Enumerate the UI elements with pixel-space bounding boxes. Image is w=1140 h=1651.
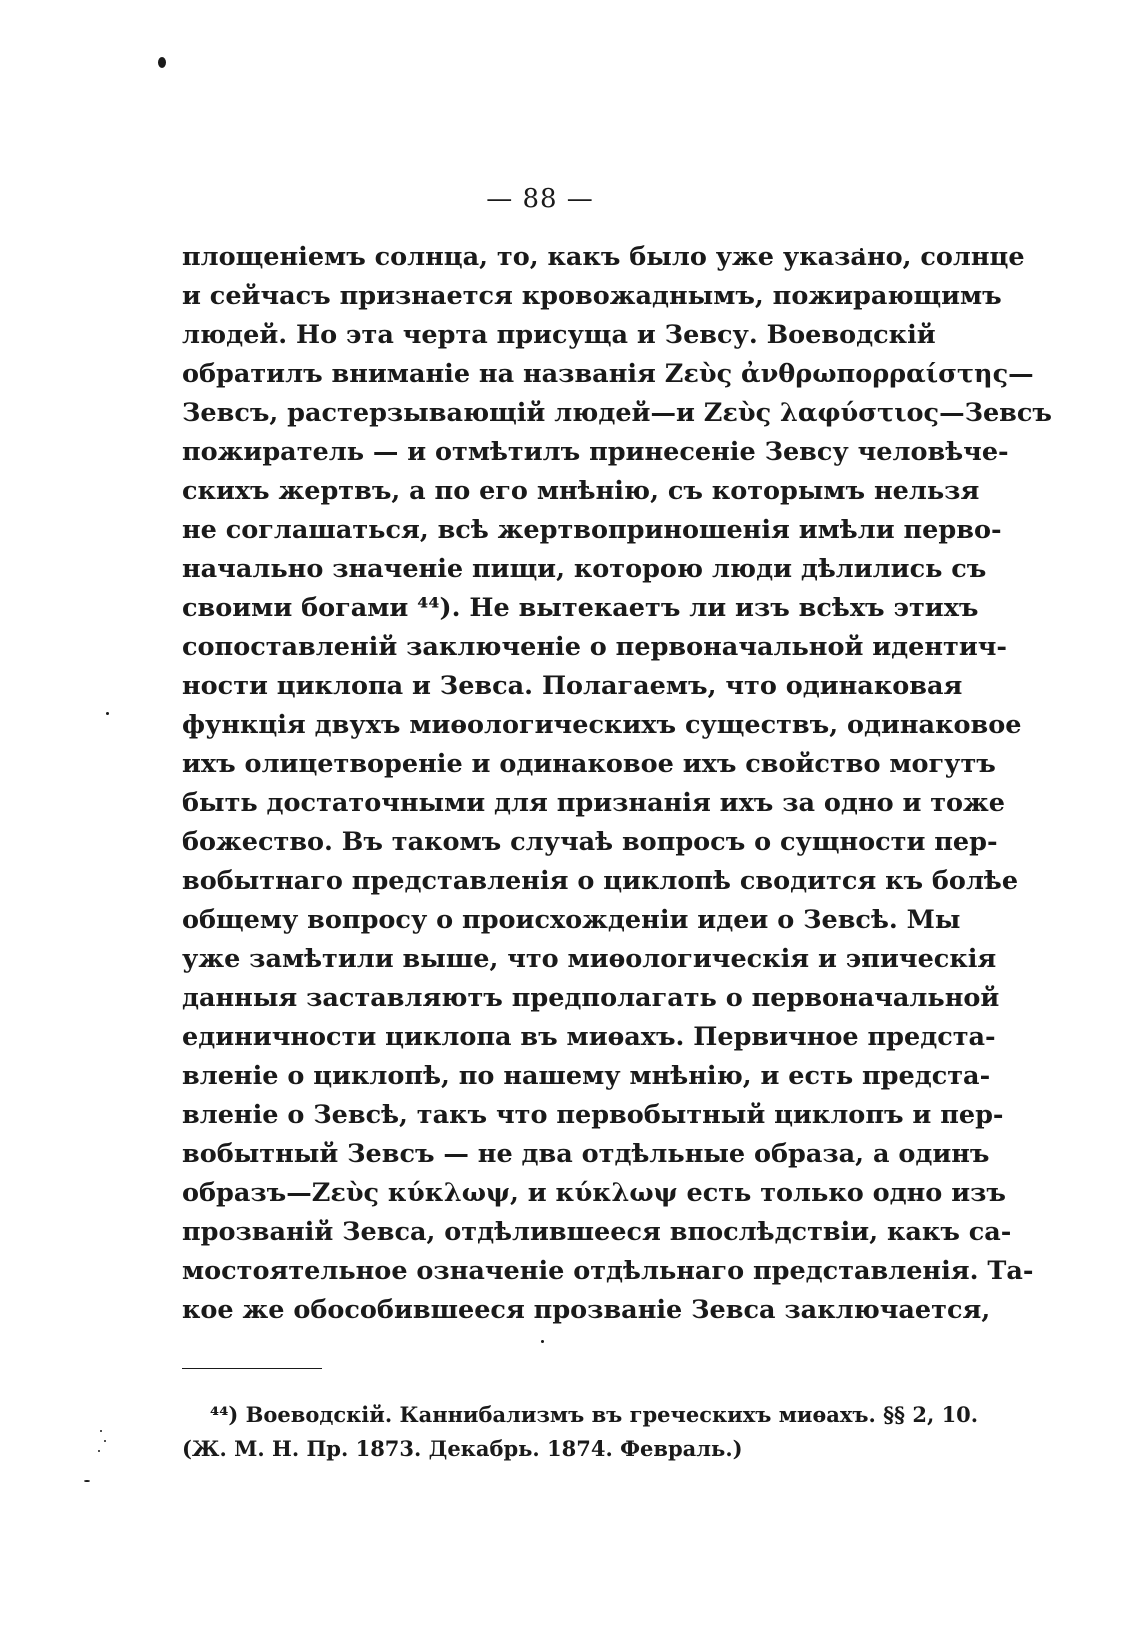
ink-speck: [104, 1440, 106, 1442]
text-line: уже замѣтили выше, что миѳологическія и эпическія: [182, 944, 997, 974]
text-line: площеніемъ солнца, то, какъ было уже указано, солнце: [182, 242, 1025, 272]
text-line: функція двухъ миѳологическихъ существъ, одинаковое: [182, 710, 1022, 740]
text-line: единичности циклопа въ миѳахъ. Первичное предста-: [182, 1022, 996, 1052]
text-line: вобытный Зевсъ — не два отдѣльные образа, а одинъ: [182, 1139, 990, 1169]
text-line: Зевсъ, растерзывающій людей—и Ζεὺς λαφύστιος—Зевсъ: [182, 398, 1052, 428]
ink-speck: [541, 1340, 544, 1343]
text-line: образъ—Ζεὺς κύκλωψ, и κύκλωψ есть только одно изъ: [182, 1178, 1006, 1208]
page-number: — 88 —: [486, 184, 594, 214]
ink-speck: [106, 712, 109, 715]
footnotes: [182, 1398, 979, 1466]
text-line: быть достаточными для признанія ихъ за одно и тоже: [182, 788, 1006, 818]
text-line: и сейчасъ признается кровожаднымъ, пожирающимъ: [182, 281, 1002, 311]
footnote-line: (Ж. М. Н. Пр. 1873. Декабрь. 1874. Февраль.): [182, 1436, 743, 1461]
ink-speck: [98, 1450, 100, 1452]
ink-speck: [84, 1480, 90, 1482]
text-line: общему вопросу о происхожденіи идеи о Зевсѣ. Мы: [182, 905, 961, 935]
body-text: [182, 238, 1052, 1330]
text-line: вобытнаго представленія о циклопѣ сводится къ болѣе: [182, 866, 1019, 896]
ink-speck: [158, 57, 166, 68]
text-line: пожиратель — и отмѣтилъ принесеніе Зевсу человѣче-: [182, 437, 1009, 467]
text-line: сопоставленій заключеніе о первоначальной идентич-: [182, 632, 1008, 662]
text-line: прозваній Зевса, отдѣлившееся впослѣдствіи, какъ са-: [182, 1217, 1012, 1247]
text-line: мостоятельное означеніе отдѣльнаго представленія. Та-: [182, 1256, 1034, 1286]
text-line: не соглашаться, всѣ жертвоприношенія имѣли перво-: [182, 515, 1002, 545]
text-line: начально значеніе пищи, которою люди дѣлились съ: [182, 554, 987, 584]
text-line: ихъ олицетвореніе и одинаковое ихъ свойство могутъ: [182, 749, 996, 779]
text-line: вленіе о циклопѣ, по нашему мнѣнію, и есть предста-: [182, 1061, 991, 1091]
text-line: кое же обособившееся прозваніе Зевса заключается,: [182, 1295, 991, 1325]
footnote-rule: [182, 1368, 322, 1369]
footnote-line: ⁴⁴) Воеводскій. Каннибализмъ въ греческихъ миѳахъ. §§ 2, 10.: [210, 1402, 979, 1427]
ink-speck: [100, 1430, 102, 1432]
text-line: ности циклопа и Зевса. Полагаемъ, что одинаковая: [182, 671, 963, 701]
text-line: своими богами ⁴⁴). Не вытекаетъ ли изъ всѣхъ этихъ: [182, 593, 979, 623]
text-line: людей. Но эта черта присуща и Зевсу. Воеводскій: [182, 320, 936, 350]
text-line: данныя заставляютъ предполагать о первоначальной: [182, 983, 1000, 1013]
text-line: божество. Въ такомъ случаѣ вопросъ о сущности пер-: [182, 827, 998, 857]
text-line: скихъ жертвъ, а по его мнѣнію, съ которымъ нельзя: [182, 476, 980, 506]
text-line: обратилъ вниманіе на названія Ζεὺς ἀνθρωπορραίστης—: [182, 359, 1034, 389]
text-line: вленіе о Зевсѣ, такъ что первобытный циклопъ и пер-: [182, 1100, 1004, 1130]
